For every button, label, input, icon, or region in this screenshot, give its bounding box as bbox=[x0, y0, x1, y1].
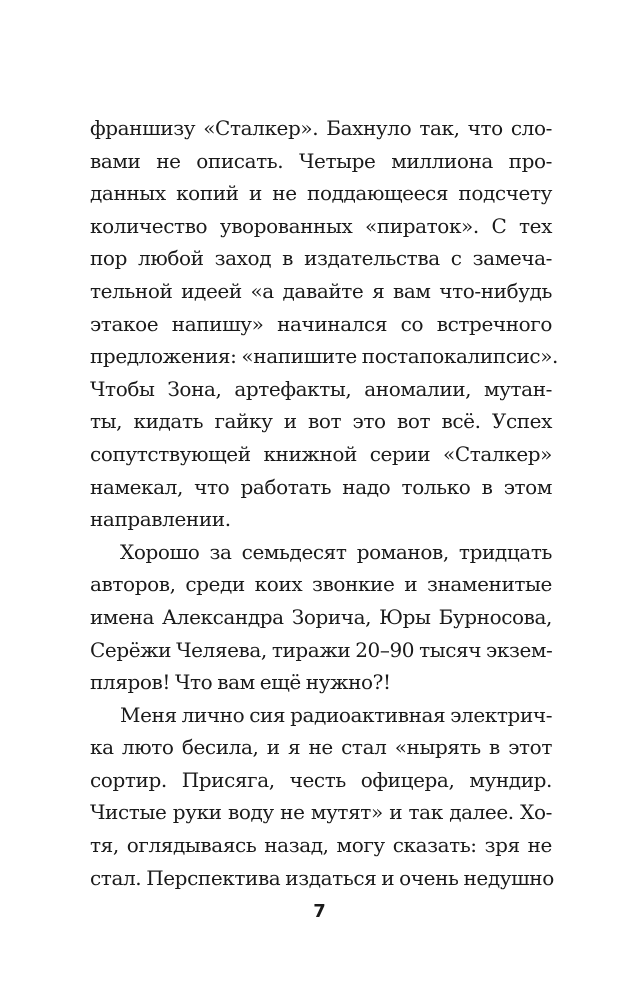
text-line: франшизу «Сталкер». Бахнуло так, что сло- bbox=[90, 116, 552, 140]
text-line: предложения: «напишите постапокалипсис». bbox=[90, 344, 559, 369]
body-text bbox=[90, 112, 559, 894]
text-line: вами не описать. Четыре миллиона про- bbox=[90, 148, 552, 173]
text-line: тя, оглядываясь назад, могу сказать: зря не bbox=[90, 833, 552, 858]
page-number: 7 bbox=[313, 901, 326, 922]
text-line: этакое напишу» начинался со встречного bbox=[90, 311, 552, 336]
text-line: Хорошо за семьдесят романов, тридцать bbox=[120, 539, 552, 564]
text-line: пляров! Что вам ещё нужно?! bbox=[90, 670, 391, 695]
text-line: сортир. Присяга, честь офицера, мундир. bbox=[90, 767, 552, 792]
text-line: ка люто бесила, и я не стал «нырять в этот bbox=[90, 735, 552, 760]
text-line: данных копий и не поддающееся подсчету bbox=[90, 181, 552, 206]
text-line: количество уворованных «пираток». С тех bbox=[90, 213, 552, 238]
text-line: стал. Перспектива издаться и очень недушно bbox=[90, 865, 554, 890]
text-line: имена Александра Зорича, Юры Бурносова, bbox=[90, 604, 552, 629]
text-line: пор любой заход в издательства с замеча- bbox=[90, 246, 552, 271]
paragraph-p3 bbox=[90, 699, 552, 895]
text-line: Серёжи Челяева, тиражи 20–90 тысяч экзем- bbox=[90, 637, 553, 662]
text-line: авторов, среди коих звонкие и знаменитые bbox=[90, 572, 552, 597]
paragraph-p1 bbox=[90, 112, 559, 536]
text-line: сопутствующей книжной серии «Сталкер» bbox=[90, 441, 552, 466]
paragraph-p2 bbox=[90, 536, 552, 699]
text-line: Меня лично сия радиоактивная электрич- bbox=[120, 702, 553, 727]
text-line: Чтобы Зона, артефакты, аномалии, мутан- bbox=[90, 376, 552, 401]
text-line: направлении. bbox=[90, 507, 231, 532]
text-line: намекал, что работать надо только в этом bbox=[90, 474, 552, 499]
text-line: Чистые руки воду не мутят» и так далее. Хо- bbox=[90, 800, 552, 825]
text-line: ты, кидать гайку и вот это вот всё. Успех bbox=[90, 409, 552, 434]
text-line: тельной идеей «а давайте я вам что-нибудь bbox=[90, 278, 552, 303]
